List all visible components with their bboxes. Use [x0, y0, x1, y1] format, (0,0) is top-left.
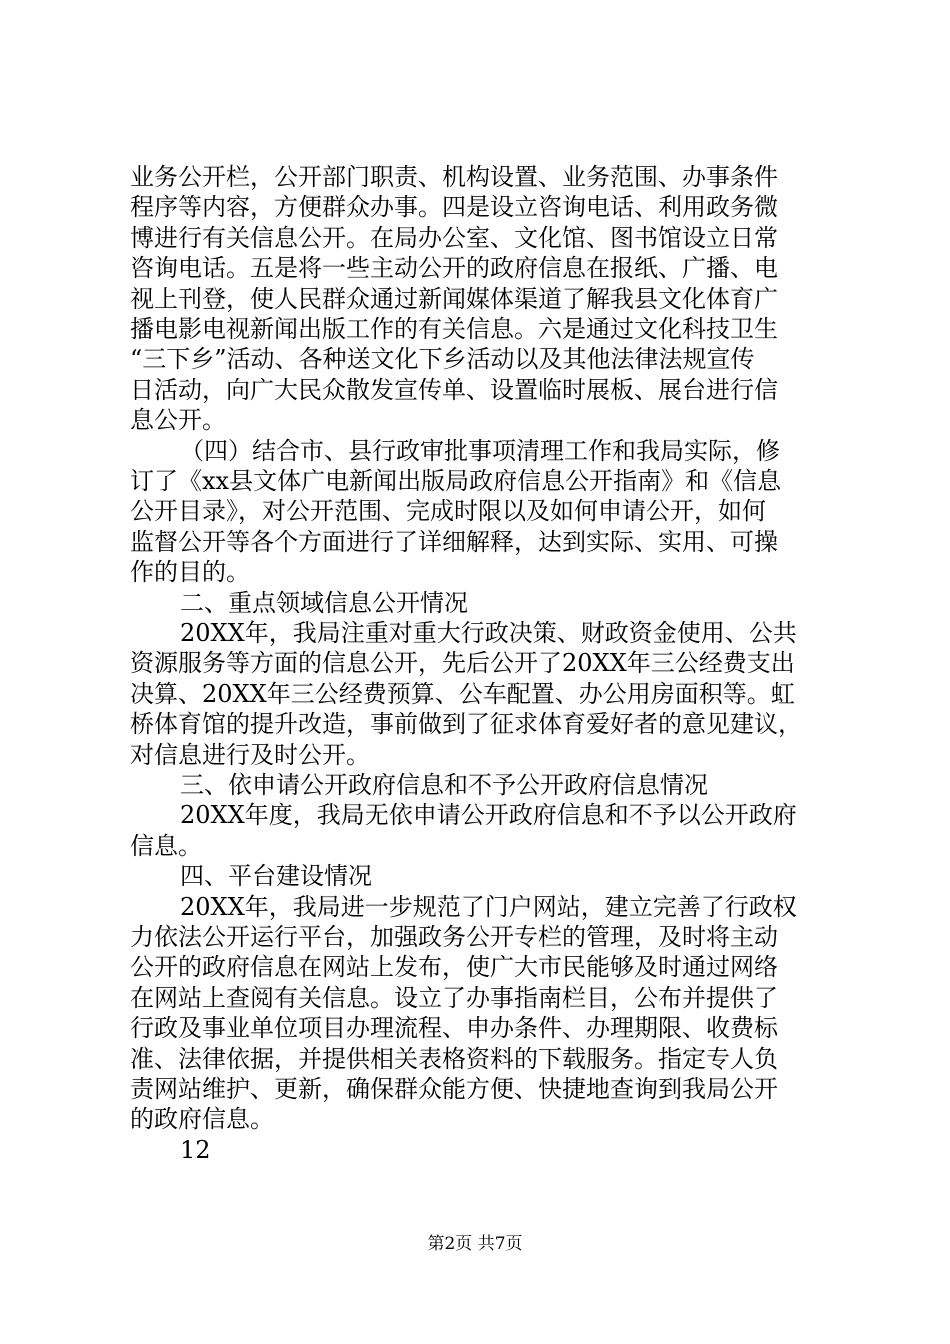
text-line: 的政府信息。 — [130, 1105, 274, 1134]
text-line: 作的目的。 — [130, 558, 250, 587]
text-line: 20XX年度，我局无依申请公开政府信息和不予以公开政府 — [180, 801, 797, 830]
text-line: 责网站维护、更新，确保群众能方便、快捷地查询到我局公开 — [130, 1075, 778, 1103]
text-line: 力依法公开运行平台，加强政务公开专栏的管理，及时将主动 — [130, 923, 778, 951]
text-line: 订了《xx县文体广电新闻出版局政府信息公开指南》和《信息 — [130, 467, 782, 495]
text-line: 准、法律依据，并提供相关表格资料的下载服务。指定专人负 — [130, 1044, 778, 1073]
text-line: 信息。 — [130, 831, 202, 860]
text-line: 播电影电视新闻出版工作的有关信息。六是通过文化科技卫生 — [130, 315, 778, 343]
text-line: 行政及事业单位项目办理流程、申办条件、办理期限、收费标 — [130, 1014, 778, 1043]
page-footer: 第2页 共7页 — [427, 1234, 523, 1254]
text-line: 息公开。 — [130, 406, 226, 435]
text-line: 程序等内容，方便群众办事。四是设立咨询电话、利用政务微 — [130, 193, 778, 222]
text-line: 决算、20XX年三公经费预算、公车配置、办公用房面积等。虹 — [130, 679, 795, 708]
text-line: 公开的政府信息在网站上发布，使广大市民能够及时通过网络 — [130, 953, 778, 982]
text-line: 资源服务等方面的信息公开，先后公开了20XX年三公经费支出 — [130, 649, 795, 678]
text-line: 日活动，向广大民众散发宣传单、设置临时展板、展台进行信 — [130, 375, 778, 404]
text-line: 业务公开栏，公开部门职责、机构设置、业务范围、办事条件 — [130, 163, 778, 191]
text-line: 在网站上查阅有关信息。设立了办事指南栏目，公布并提供了 — [130, 983, 778, 1012]
section-heading: 二、重点领域信息公开情况 — [180, 588, 468, 617]
text-line: “三下乡”活动、各种送文化下乡活动以及其他法律法规宣传 — [130, 345, 755, 374]
text-line: 公开目录》，对公开范围、完成时限以及如何申请公开，如何 — [130, 497, 766, 526]
text-line: 博进行有关信息公开。在局办公室、文化馆、图书馆设立日常 — [130, 223, 778, 252]
text-line: 监督公开等各个方面进行了详细解释，达到实际、实用、可操 — [130, 527, 778, 556]
section-heading: 三、依申请公开政府信息和不予公开政府信息情况 — [180, 771, 708, 799]
section-heading: 四、平台建设情况 — [180, 862, 372, 891]
text-line: 20XX年，我局进一步规范了门户网站，建立完善了行政权 — [180, 892, 797, 921]
text-line: （四）结合市、县行政审批事项清理工作和我局实际，修 — [180, 436, 780, 465]
text-line: 12 — [180, 1135, 211, 1164]
text-line: 20XX年，我局注重对重大行政决策、财政资金使用、公共 — [180, 619, 797, 647]
text-line: 对信息进行及时公开。 — [130, 740, 370, 769]
text-line: 咨询电话。五是将一些主动公开的政府信息在报纸、广播、电 — [130, 254, 778, 283]
text-line: 视上刊登，使人民群众通过新闻媒体渠道了解我县文化体育广 — [130, 284, 778, 313]
text-line: 桥体育馆的提升改造，事前做到了征求体育爱好者的意见建议， — [130, 710, 802, 739]
